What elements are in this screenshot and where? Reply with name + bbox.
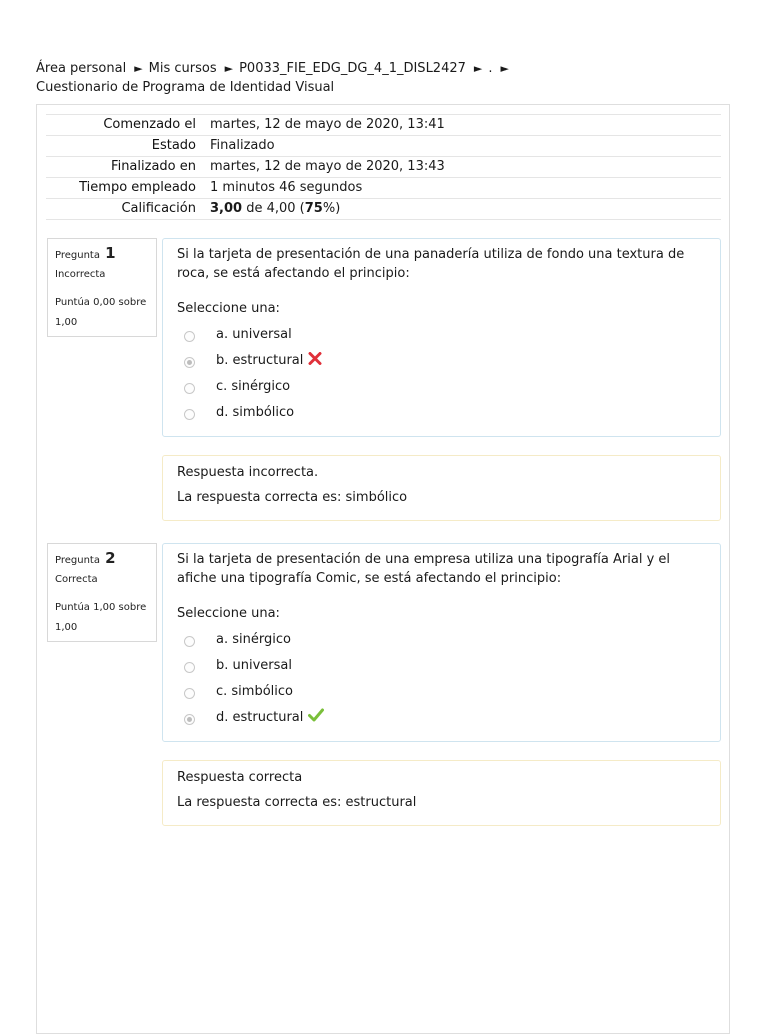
radio-button[interactable] (184, 331, 195, 342)
answer-prompt: Seleccione una: (177, 606, 280, 621)
breadcrumb-separator: ► (473, 62, 483, 75)
question-info-2 (47, 543, 157, 642)
question-feedback-2 (162, 760, 721, 826)
breadcrumb-separator: ► (500, 62, 509, 75)
option-label: c. simbólico (216, 683, 293, 699)
question-text: Si la tarjeta de presentación de una empresa utiliza una tipografía Arial y el afiche una tipografía Comic, se está afectando el principio: (177, 552, 671, 586)
question-state: Incorrecta (55, 269, 106, 280)
cross-icon (308, 352, 322, 369)
feedback-text: Respuesta correcta (177, 770, 303, 785)
summary-value: martes, 12 de mayo de 2020, 13:43 (210, 157, 721, 178)
answer-option[interactable] (177, 373, 706, 399)
option-label: b. universal (216, 657, 292, 673)
grade-score: 3,00 (210, 201, 243, 216)
question-formulation-1 (162, 238, 721, 437)
table-row (46, 136, 721, 157)
grade-of-text: de 4,00 ( (242, 201, 305, 216)
question-feedback-1 (162, 455, 721, 521)
feedback-text: Respuesta incorrecta. (177, 465, 319, 480)
answer-option[interactable] (177, 678, 706, 704)
summary-label: Calificación (46, 199, 210, 220)
summary-value: martes, 12 de mayo de 2020, 13:41 (210, 115, 721, 136)
question-formulation-2 (162, 543, 721, 742)
question-text: Si la tarjeta de presentación de una panadería utiliza de fondo una textura de roca, se está afectando el principio: (177, 247, 685, 281)
breadcrumb-separator: ► (224, 62, 234, 75)
grade-value (210, 199, 721, 220)
breadcrumb-my-courses[interactable]: Mis cursos (148, 61, 217, 76)
radio-button-selected[interactable] (184, 714, 195, 725)
radio-button-selected[interactable] (184, 357, 195, 368)
summary-label: Tiempo empleado (46, 178, 210, 199)
option-label: d. estructural (216, 709, 304, 725)
question-number: 2 (105, 549, 116, 567)
breadcrumb-course[interactable]: P0033_FIE_EDG_DG_4_1_DISL2427 (239, 61, 466, 76)
breadcrumb (36, 59, 736, 97)
answer-option[interactable] (177, 652, 706, 678)
question-state: Correcta (55, 574, 98, 585)
table-row (46, 115, 721, 136)
answer-option[interactable] (177, 321, 706, 347)
option-label: a. universal (216, 326, 292, 342)
table-row (46, 199, 721, 220)
question-number: 1 (105, 244, 116, 262)
answer-prompt: Seleccione una: (177, 301, 280, 316)
summary-label: Comenzado el (46, 115, 210, 136)
question-label: Pregunta (55, 555, 100, 566)
question-info-1 (47, 238, 157, 337)
breadcrumb-section[interactable]: . (488, 61, 493, 76)
radio-button[interactable] (184, 688, 195, 699)
breadcrumb-current-quiz[interactable]: Cuestionario de Programa de Identidad Visual (36, 80, 335, 95)
answer-options (177, 321, 706, 425)
option-label: d. simbólico (216, 404, 295, 420)
right-answer: La respuesta correcta es: estructural (177, 795, 417, 810)
answer-option[interactable] (177, 399, 706, 425)
answer-option[interactable] (177, 704, 706, 730)
table-row (46, 157, 721, 178)
radio-button[interactable] (184, 636, 195, 647)
summary-label: Finalizado en (46, 157, 210, 178)
answer-options (177, 626, 706, 730)
grade-close: %) (322, 201, 341, 216)
radio-button[interactable] (184, 383, 195, 394)
summary-label: Estado (46, 136, 210, 157)
checkmark-icon (308, 708, 324, 726)
radio-button[interactable] (184, 662, 195, 673)
question-grade: Puntúa 0,00 sobre 1,00 (55, 297, 147, 328)
breadcrumb-dashboard[interactable]: Área personal (36, 61, 127, 76)
option-label: a. sinérgico (216, 631, 291, 647)
answer-option[interactable] (177, 626, 706, 652)
radio-button[interactable] (184, 409, 195, 420)
attempt-summary-table (46, 114, 721, 220)
option-label: b. estructural (216, 352, 304, 368)
summary-value: 1 minutos 46 segundos (210, 178, 721, 199)
option-label: c. sinérgico (216, 378, 291, 394)
right-answer: La respuesta correcta es: simbólico (177, 490, 408, 505)
question-label: Pregunta (55, 250, 100, 261)
answer-option[interactable] (177, 347, 706, 373)
breadcrumb-separator: ► (134, 62, 143, 75)
question-grade: Puntúa 1,00 sobre 1,00 (55, 602, 147, 633)
table-row (46, 178, 721, 199)
summary-value: Finalizado (210, 136, 721, 157)
grade-percent: 75 (304, 201, 323, 216)
